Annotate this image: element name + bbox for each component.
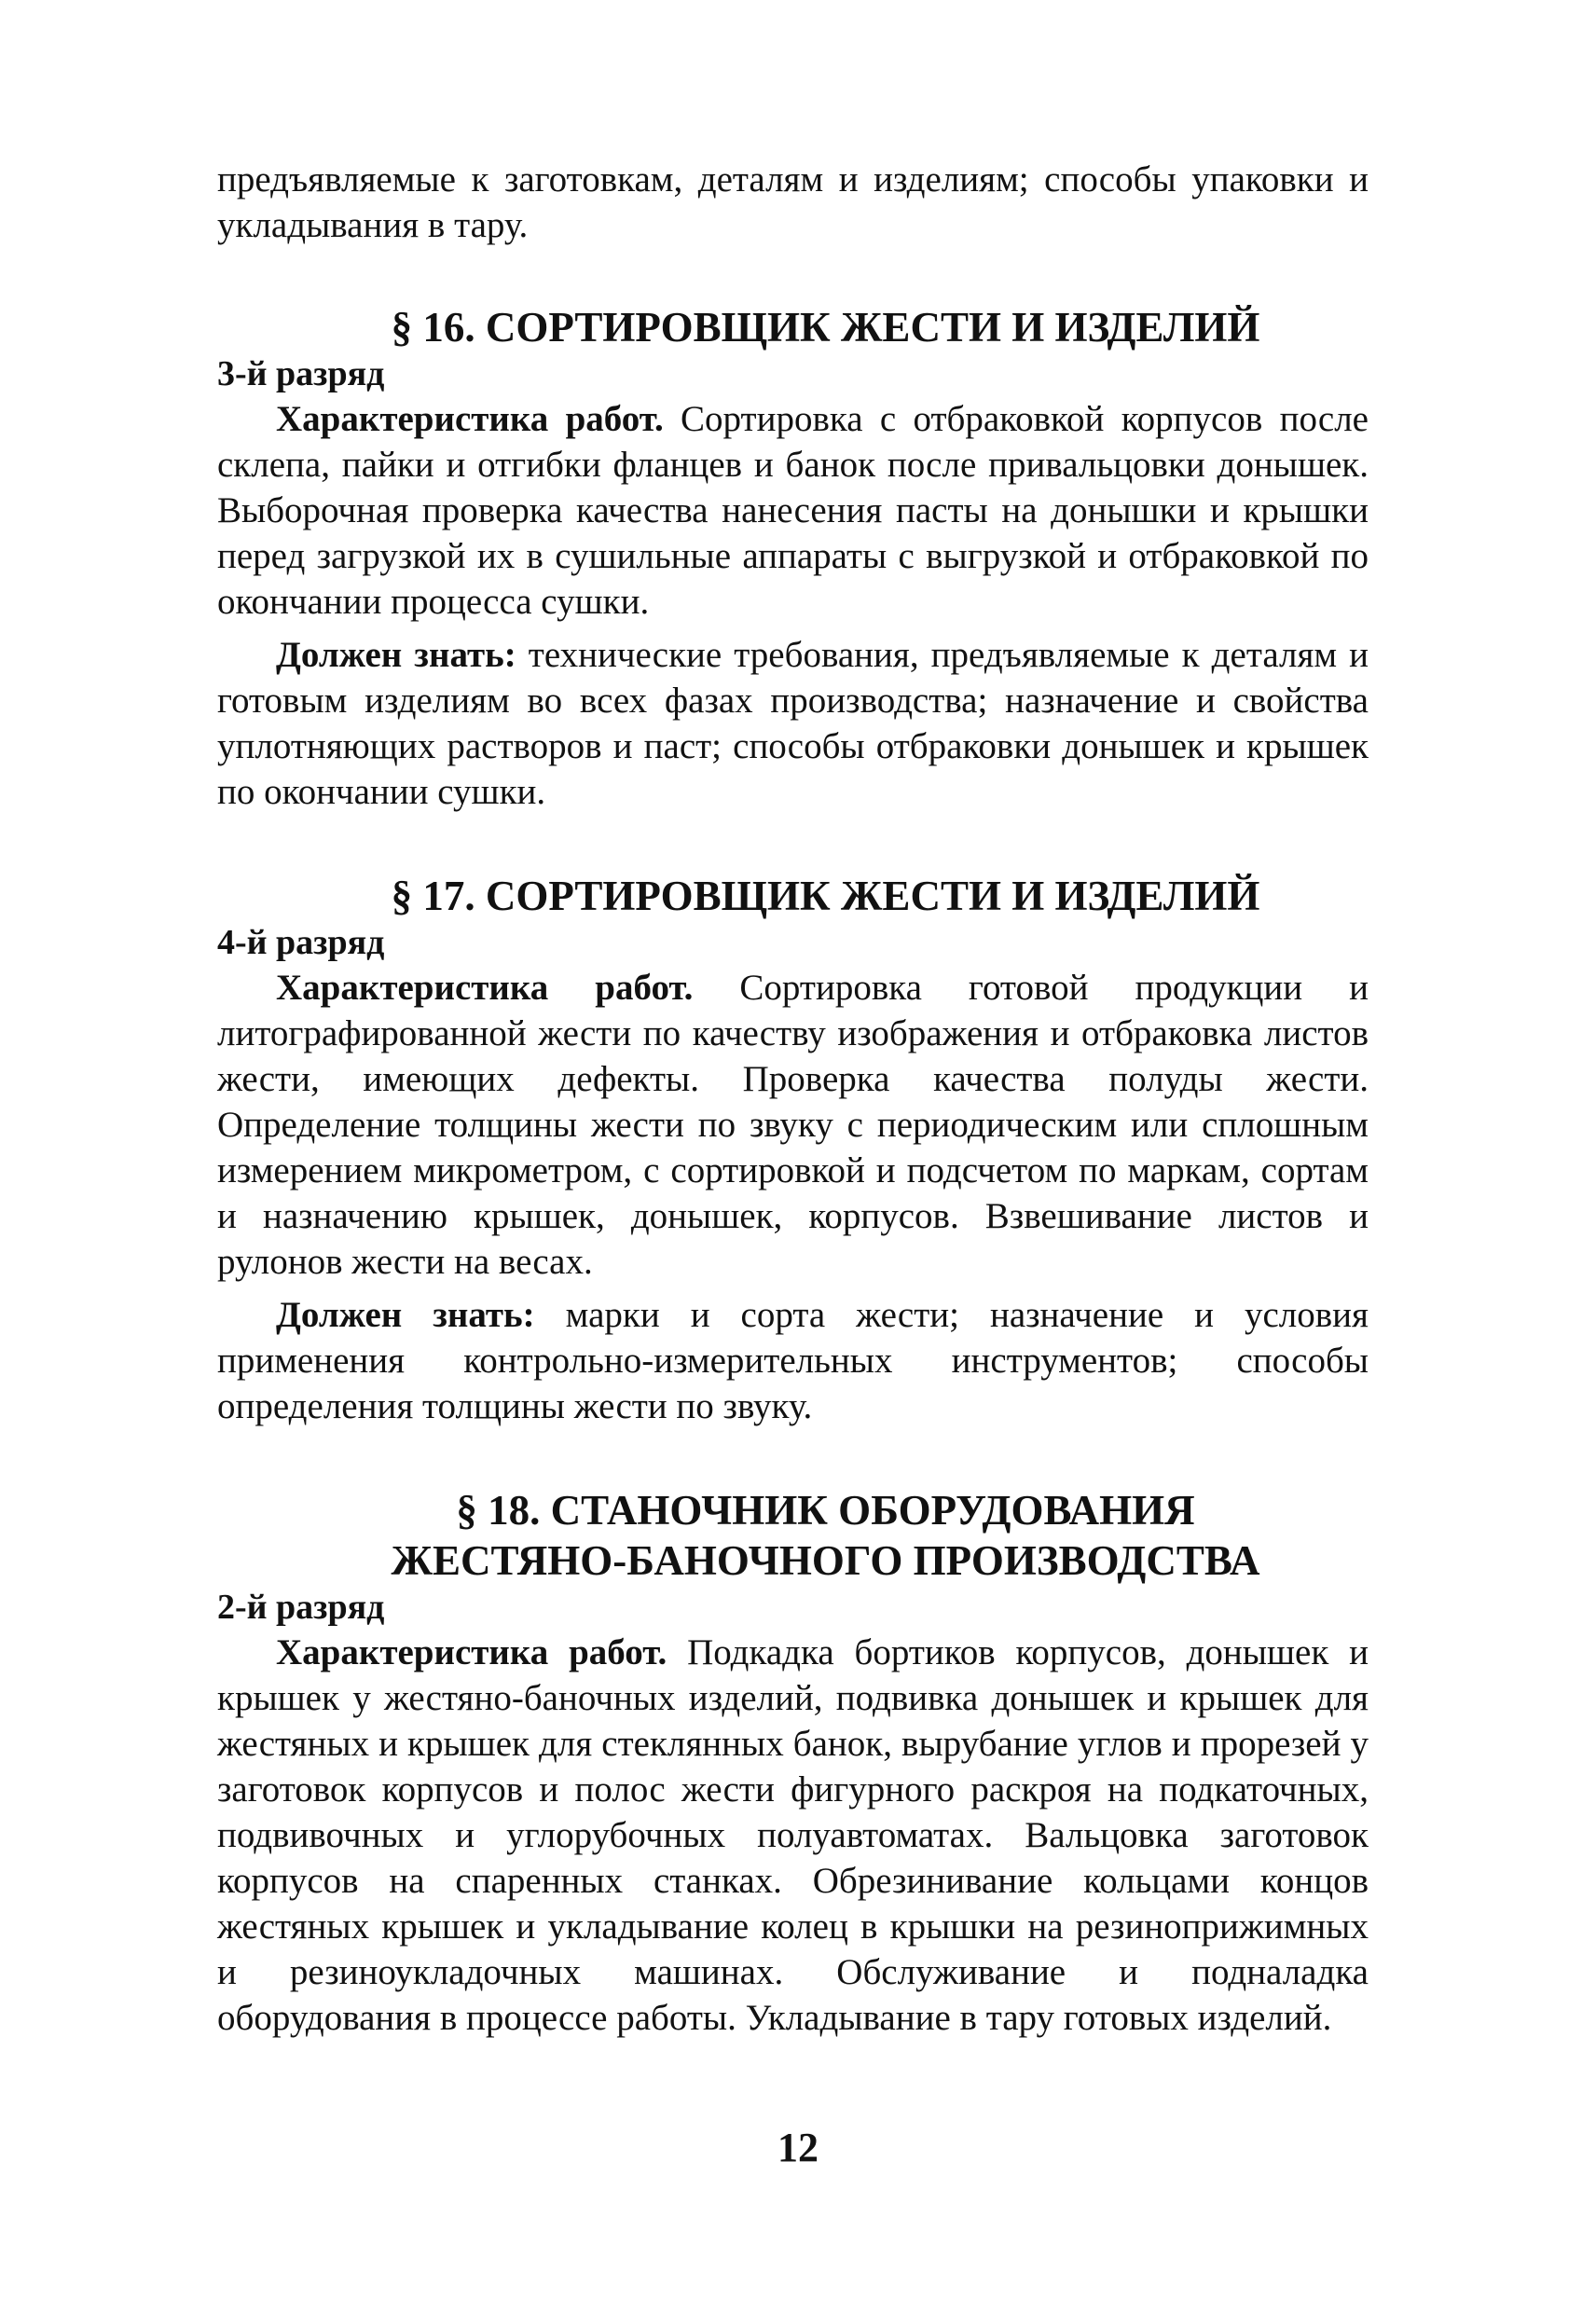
- section-16-heading: § 16. СОРТИРОВЩИК ЖЕСТИ И ИЗДЕЛИЙ: [391, 304, 1260, 351]
- intro-paragraph: предъявляемые к заготовкам, деталям и изделиям; способы упаковки и укладывания в тару.: [217, 159, 1369, 245]
- characteristics-label: Характеристика работ.: [276, 968, 694, 1008]
- knowledge-text: технические требования, предъявляемые к деталям и готовым изделиям во всех фазах производства; назначение и свойства уплотняющих растворов и паст; способы отбраковки донышек и крышек по окончании сушки.: [217, 635, 1369, 812]
- section-16-knowledge: [217, 632, 1369, 815]
- section-18-heading-line-2: ЖЕСТЯНО-БАНОЧНОГО ПРОИЗВОДСТВА: [391, 1537, 1260, 1584]
- section-18: [217, 1485, 1369, 2041]
- characteristics-text: Подкадка бортиков корпусов, донышек и крышек у жестяно-баночных изделий, подвивка донышек и крышек для жестяных и крышек для стеклянных банок, вырубание углов и прорезей у заготовок корпусов и полос жести фигурного раскроя на подкаточных, подвивочных и углорубочных полуавтоматах. Вальцовка заготовок корпусов на спаренных станках. Обрезинивание кольцами концов жестяных крышек и укладывание колец в крышки на резиноприжимных и резиноукладочных машинах. Обслуживание и подналадка оборудования в процессе работы. Укладывание в тару готовых изделий.: [217, 1632, 1369, 2038]
- section-17: [217, 871, 1369, 1429]
- section-17-heading: § 17. СОРТИРОВЩИК ЖЕСТИ И ИЗДЕЛИЙ: [391, 873, 1260, 919]
- characteristics-label: Характеристика работ.: [276, 399, 664, 439]
- section-18-heading-line-1: § 18. СТАНОЧНИК ОБОРУДОВАНИЯ: [456, 1487, 1195, 1534]
- section-16-grade: 3-й разряд: [217, 354, 385, 393]
- section-18-characteristics: [217, 1630, 1369, 2041]
- characteristics-label: Характеристика работ.: [276, 1632, 667, 1672]
- knowledge-text: марки и сорта жести; назначение и условия применения контрольно-измерительных инструментов; способы определения толщины жести по звуку.: [217, 1295, 1369, 1426]
- characteristics-text: Сортировка готовой продукции и литографированной жести по качеству изображения и отбраковка листов жести, имеющих дефекты. Проверка качества полуды жести. Определение толщины жести по звуку с периодическим или сплошным измерением микрометром, с сортировкой и подсчетом по маркам, сортам и назначению крышек, донышек, корпусов. Взвешивание листов и рулонов жести на весах.: [217, 968, 1369, 1282]
- section-17-knowledge: [217, 1292, 1369, 1429]
- section-16-characteristics: [217, 396, 1369, 625]
- knowledge-label: Должен знать:: [276, 635, 516, 675]
- section-18-grade: 2-й разряд: [217, 1588, 385, 1627]
- page-number: 12: [777, 2125, 819, 2170]
- section-17-grade: 4-й разряд: [217, 923, 385, 962]
- page-body: [217, 157, 1369, 2097]
- characteristics-text: Сортировка с отбраковкой корпусов после склепа, пайки и отгибки фланцев и банок после привальцовки донышек. Выборочная проверка качества нанесения пасты на донышки и крышки перед загрузкой их в сушильные аппараты с выгрузкой и отбраковкой по окончании процесса сушки.: [217, 399, 1369, 622]
- section-16: [217, 302, 1369, 815]
- knowledge-label: Должен знать:: [276, 1295, 535, 1335]
- section-17-characteristics: [217, 965, 1369, 1285]
